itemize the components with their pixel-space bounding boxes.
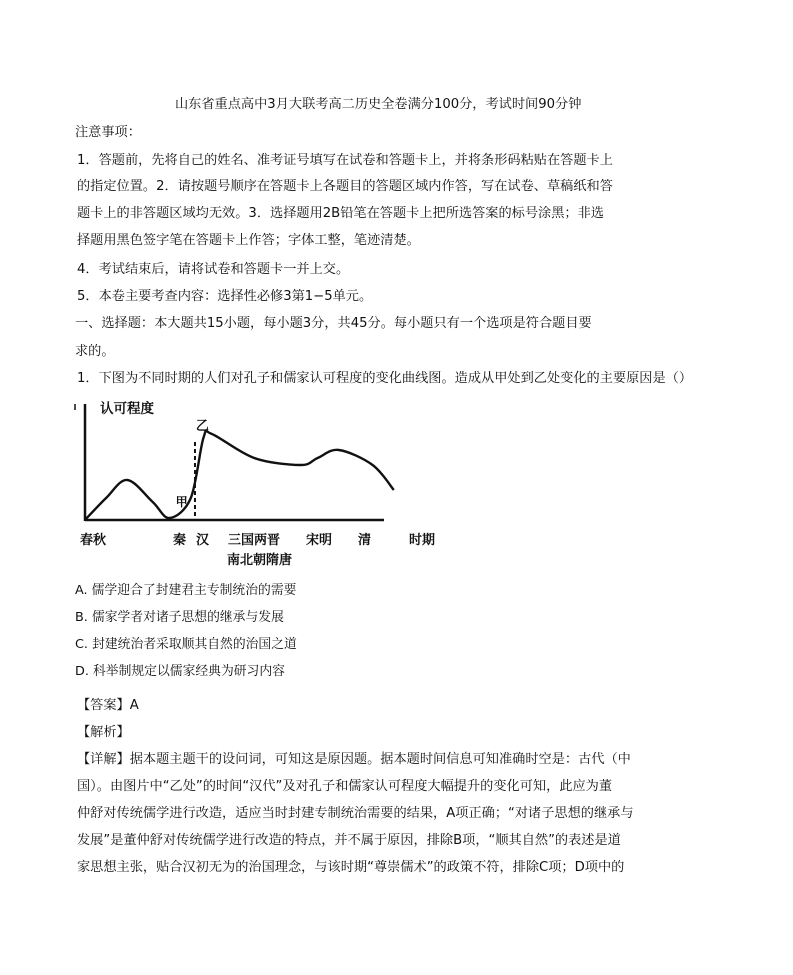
option-c[interactable]: C. 封建统治者采取顺其自然的治国之道 — [75, 637, 297, 652]
approval-curve-chart — [72, 396, 452, 572]
detail-line: 国）。由图片中“乙处”的时间“汉代”及对孔子和儒家认可程度大幅提升的变化可知，此应为董 — [77, 779, 613, 794]
section-heading: 一、选择题：本大题共15小题，每小题3分，共45分。每小题只有一个选项是符合题目要 — [75, 316, 592, 331]
notice-line: 择题用黑色签字笔在答题卡上作答；字体工整，笔迹清楚。 — [77, 233, 420, 248]
answer-label: 【答案】A — [77, 698, 139, 713]
approval-curve — [85, 431, 394, 520]
notice-item-5: 5．本卷主要考查内容：选择性必修3第1−5单元。 — [77, 289, 373, 304]
detail-line: 发展”是董仲舒对传统儒学进行改造的特点，并不属于原因，排除B项，“顺其自然”的表述是道 — [77, 833, 621, 848]
notice-line: 1．答题前，先将自己的姓名、准考证号填写在试卷和答题卡上，并将条形码粘贴在答题卡上 — [77, 153, 613, 168]
notice-line: 题卡上的非答题区域均无效。3．选择题用2B铅笔在答题卡上把所选答案的标号涂黑；非选 — [77, 206, 604, 221]
detail-line: 【详解】据本题主题干的设问词，可知这是原因题。据本题时间信息可知准确时空是：古代（中 — [77, 752, 631, 767]
page-title: 山东省重点高中3月大联考高二历史全卷满分100分，考试时间90分钟 — [175, 97, 582, 112]
section-heading-cont: 求的。 — [75, 344, 115, 359]
option-a[interactable]: A. 儒学迎合了封建君主专制统治的需要 — [75, 583, 297, 598]
x-axis-label: 时期 — [409, 533, 436, 548]
x-tick-label: 南北朝隋唐 — [227, 553, 293, 568]
detail-line: 家思想主张，贴合汉初无为的治国理念，与该时期“尊崇儒术”的政策不符，排除C项；D项中的 — [77, 860, 625, 875]
notice-heading: 注意事项： — [75, 125, 141, 140]
analysis-label: 【解析】 — [77, 725, 130, 740]
x-tick-label: 汉 — [196, 533, 210, 548]
x-tick-label: 宋明 — [306, 533, 333, 548]
notice-line: 的指定位置。2．请按题号顺序在答题卡上各题目的答题区域内作答，写在试卷、草稿纸和答 — [77, 179, 613, 194]
point-label-yi: 乙 — [195, 419, 209, 434]
x-tick-label: 清 — [358, 533, 372, 548]
detail-line: 仲舒对传统儒学进行改造，适应当时封建专制统治需要的结果，A项正确；“对诸子思想的继承与 — [77, 806, 634, 821]
x-tick-label: 秦 — [173, 533, 187, 548]
x-tick-label: 春秋 — [80, 533, 107, 548]
x-tick-label: 三国两晋 — [228, 533, 281, 548]
point-label-jia: 甲 — [175, 495, 188, 509]
option-b[interactable]: B. 儒家学者对诸子思想的继承与发展 — [75, 610, 284, 625]
question-stem: 1．下图为不同时期的人们对孔子和儒家认可程度的变化曲线图。造成从甲处到乙处变化的主要原因是（） — [77, 371, 693, 386]
notice-item-4: 4．考试结束后，请将试卷和答题卡一并上交。 — [77, 262, 350, 277]
y-axis-label: 认可程度 — [100, 401, 154, 417]
option-d[interactable]: D. 科举制规定以儒家经典为研习内容 — [75, 664, 285, 679]
